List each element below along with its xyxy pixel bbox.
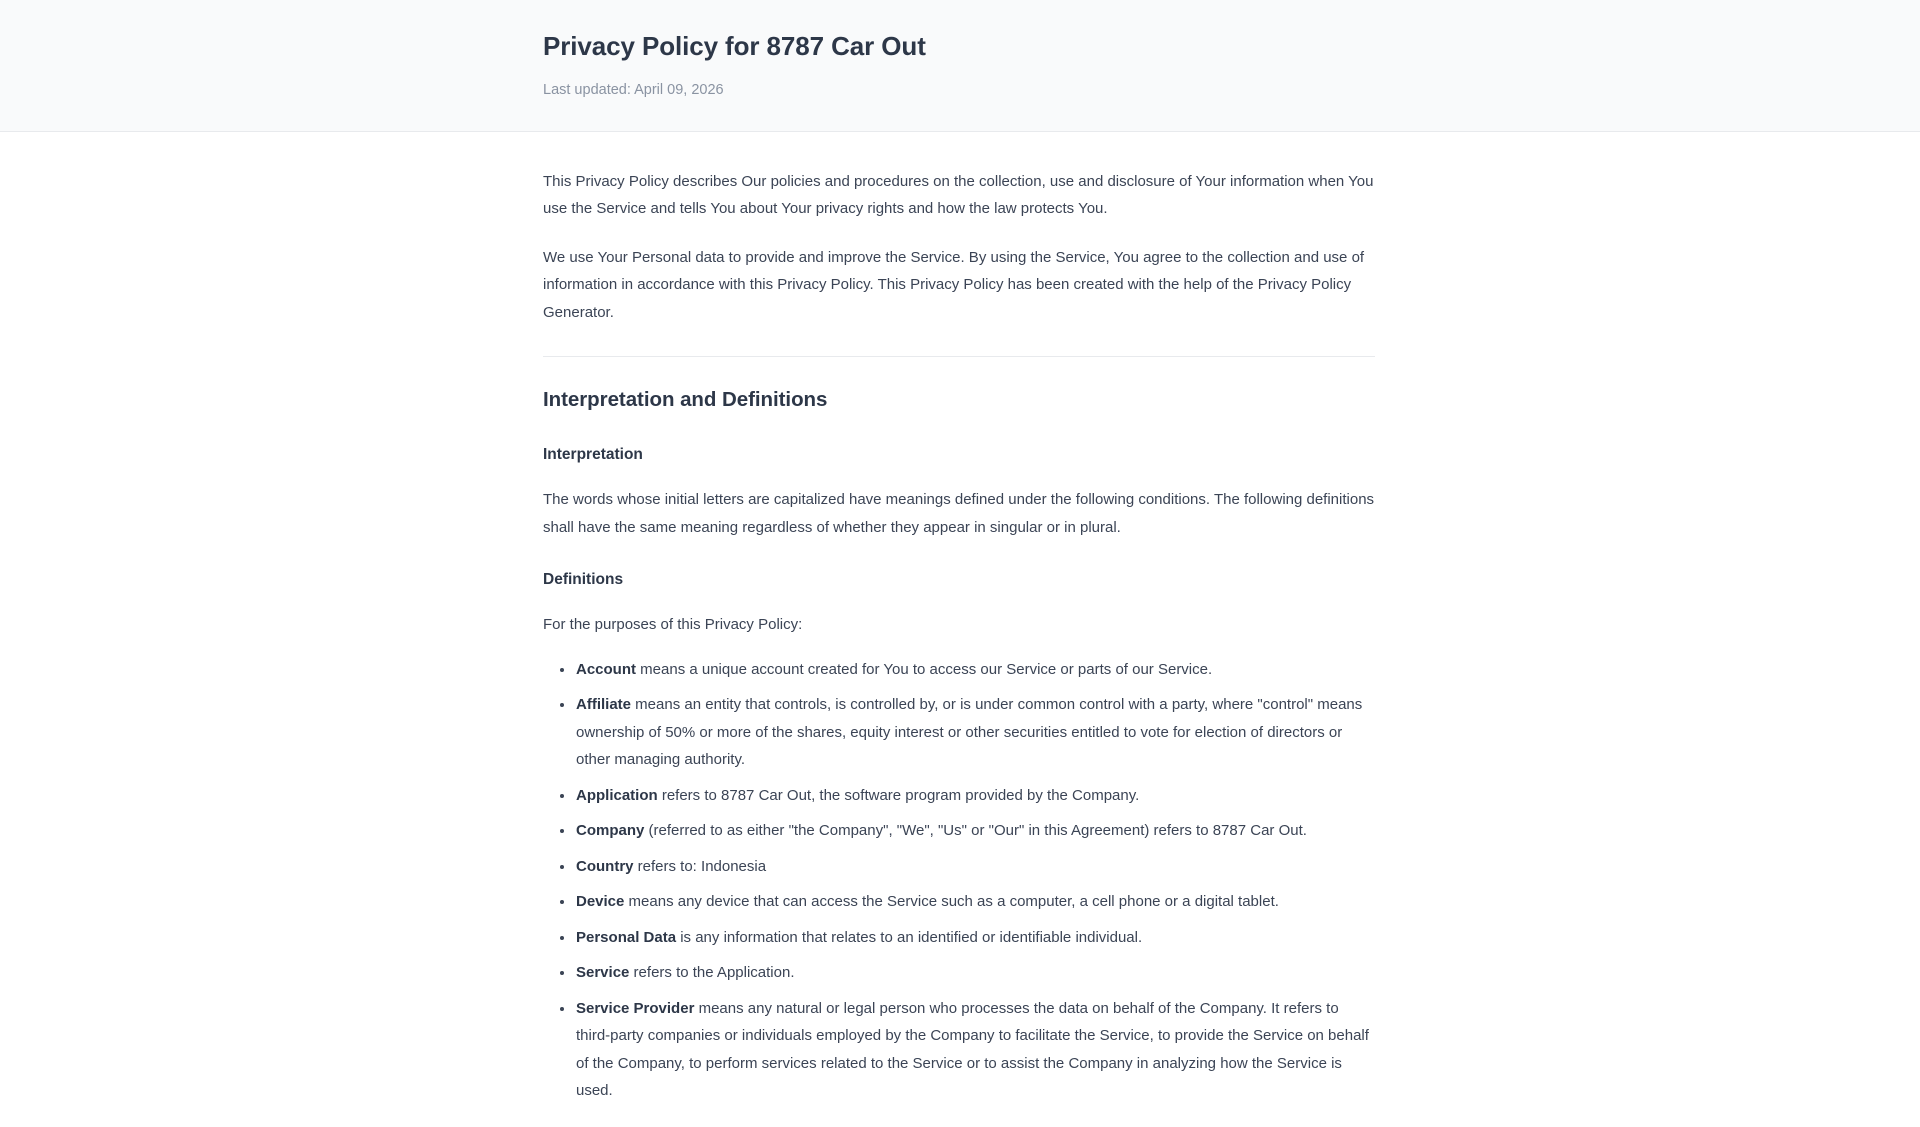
- definition-item: [560, 924, 1375, 952]
- document-header: [0, 0, 1920, 132]
- definition-item: [560, 782, 1375, 810]
- document-body: [0, 132, 1920, 1105]
- definition-text: means a unique account created for You to access our Service or parts of our Service.: [636, 660, 1213, 678]
- subsection-heading-interpretation: Interpretation: [543, 445, 643, 463]
- definitions-intro: For the purposes of this Privacy Policy:: [543, 616, 803, 634]
- definition-item: [560, 817, 1375, 845]
- interpretation-body: The words whose initial letters are capitalized have meanings defined under the following conditions. The following definitions shall have the same meaning regardless of whether they appear in singular or in plural.: [543, 491, 1375, 536]
- definition-term: Affiliate: [576, 696, 632, 714]
- definition-term: Account: [576, 660, 636, 678]
- definition-item: [560, 853, 1375, 881]
- interpretation-subsection: [543, 445, 1375, 541]
- definition-text: refers to 8787 Car Out, the software program provided by the Company.: [657, 786, 1140, 804]
- definition-text: refers to the Application.: [629, 964, 795, 982]
- definition-item: [560, 959, 1375, 987]
- definitions-subsection: [543, 570, 1375, 1105]
- definition-text: (referred to as either "the Company", "We", "Us" or "Our" in this Agreement) refers to 8787 Car Out.: [644, 822, 1307, 840]
- definition-text: means any natural or legal person who processes the data on behalf of the Company. It refers to third-party companies or individuals employed by the Company to facilitate the Service, to provide the Service on behalf of the Company, to perform services related to the Service or to assist the Company in analyzing how the Service is used.: [576, 999, 1369, 1100]
- definition-text: is any information that relates to an identified or identifiable individual.: [676, 928, 1143, 946]
- definition-term: Device: [576, 893, 625, 911]
- definition-term: Service Provider: [576, 999, 695, 1017]
- definition-term: Country: [576, 857, 634, 875]
- definition-term: Company: [576, 822, 645, 840]
- definition-term: Application: [576, 786, 658, 804]
- definition-term: Personal Data: [576, 928, 677, 946]
- last-updated-text: Last updated: April 09, 2026: [543, 81, 724, 98]
- definition-item: [560, 691, 1375, 774]
- definition-item: [560, 656, 1375, 684]
- definition-term: Service: [576, 964, 630, 982]
- page-title: Privacy Policy for 8787 Car Out: [543, 31, 926, 61]
- section-divider: [543, 356, 1375, 357]
- definition-text: means an entity that controls, is controlled by, or is under common control with a party, where "control" means ownership of 50% or more of the shares, equity interest or other securities entitled to vote for election of directors or other managing authority.: [576, 696, 1363, 769]
- subsection-heading-definitions: Definitions: [543, 571, 624, 589]
- intro-paragraph-1: This Privacy Policy describes Our policies and procedures on the collection, use and disclosure of Your information when You use the Service and tells You about Your privacy rights and how the law protects You.: [543, 172, 1374, 218]
- definition-text: means any device that can access the Service such as a computer, a cell phone or a digital tablet.: [624, 893, 1279, 911]
- section-heading-interpretation-and-definitions: Interpretation and Definitions: [543, 388, 828, 412]
- definition-text: refers to: Indonesia: [633, 857, 767, 875]
- definition-item: [560, 888, 1375, 916]
- intro-paragraph-2: We use Your Personal data to provide and improve the Service. By using the Service, You agree to the collection and use of information in accordance with this Privacy Policy. This Privacy Policy has been created with the help of the Privacy Policy Generator.: [543, 248, 1365, 321]
- interpretation-and-definitions-section: [543, 387, 1375, 1104]
- definitions-list: [543, 656, 1375, 1105]
- definition-item: [560, 995, 1375, 1105]
